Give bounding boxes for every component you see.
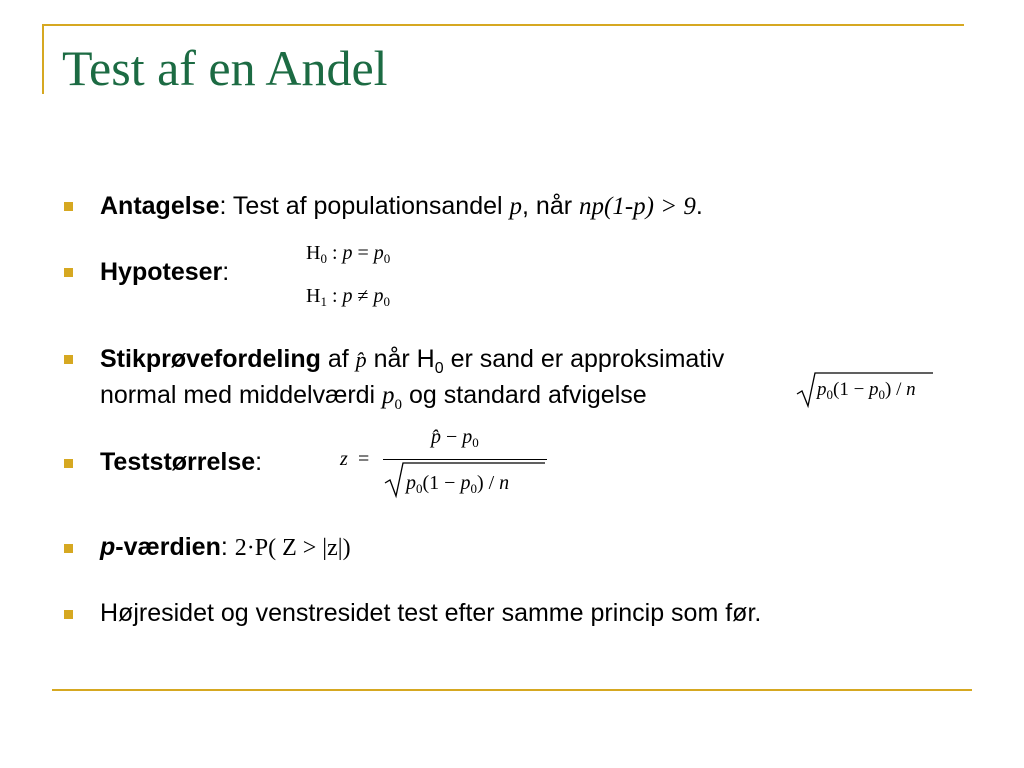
hypothesis-h1: $H_1$ : $p \ne p_0$ bbox=[306, 285, 390, 309]
math-phat: p̂ bbox=[355, 347, 367, 372]
bullet-hoejresidet: Højresidet og venstresidet test efter samme princip som før. bbox=[100, 599, 762, 627]
bullet-hypoteser: Hypoteser: bbox=[100, 258, 230, 286]
bullet-marker-1 bbox=[64, 202, 73, 211]
bullet-marker-3 bbox=[64, 355, 73, 364]
bullet-marker-4 bbox=[64, 459, 73, 468]
math-condition: np(1-p) > 9 bbox=[579, 193, 696, 220]
bullet-stikproevefordeling-line1: Stikprøvefordeling af p̂ når $H_0$ er sand er approksimativ bbox=[100, 345, 725, 377]
math-p-value: 2·P( Z > |z|) bbox=[234, 535, 351, 561]
math-equals: = bbox=[358, 448, 370, 470]
bullet-marker-6 bbox=[64, 610, 73, 619]
math-standard-deviation: $p_0(1 - p_0) / n$ bbox=[817, 379, 916, 402]
hypothesis-h0: $H_0$ : $p = p_0$ bbox=[306, 242, 391, 266]
math-z: z bbox=[340, 448, 348, 470]
math-p0: p bbox=[382, 382, 395, 409]
bullet-marker-5 bbox=[64, 544, 73, 553]
frame-left-line bbox=[42, 24, 44, 94]
bullet-label: Hypoteser bbox=[100, 258, 223, 286]
bullet-label: Stikprøvefordeling bbox=[100, 345, 321, 373]
frame-top-line bbox=[42, 24, 964, 26]
bullet-antagelse: Antagelse: Test af populationsandel p, når np(1-p) > 9. bbox=[100, 192, 703, 220]
frame-bottom-line bbox=[52, 689, 972, 691]
bullet-teststoerrelse: Teststørrelse: bbox=[100, 448, 263, 476]
bullet-stikproevefordeling-line2: normal med middelværdi $p_0$ og standard afvigelse bbox=[100, 381, 647, 413]
math-p: p bbox=[509, 193, 523, 220]
bullet-label: Teststørrelse bbox=[100, 448, 256, 476]
math-numerator: p̂ − $p_0$ bbox=[431, 426, 479, 450]
bullet-marker-2 bbox=[64, 268, 73, 277]
bullet-p-vaerdien: p-værdien: 2·P( Z > |z|) bbox=[100, 533, 351, 561]
slide-title: Test af en Andel bbox=[62, 40, 388, 96]
bullet-label: -værdien bbox=[115, 533, 221, 561]
math-denominator: $p_0(1 - p_0) / n$ bbox=[406, 472, 510, 496]
bullet-label: Antagelse bbox=[100, 192, 220, 220]
bullet-label-p: p bbox=[100, 533, 116, 561]
